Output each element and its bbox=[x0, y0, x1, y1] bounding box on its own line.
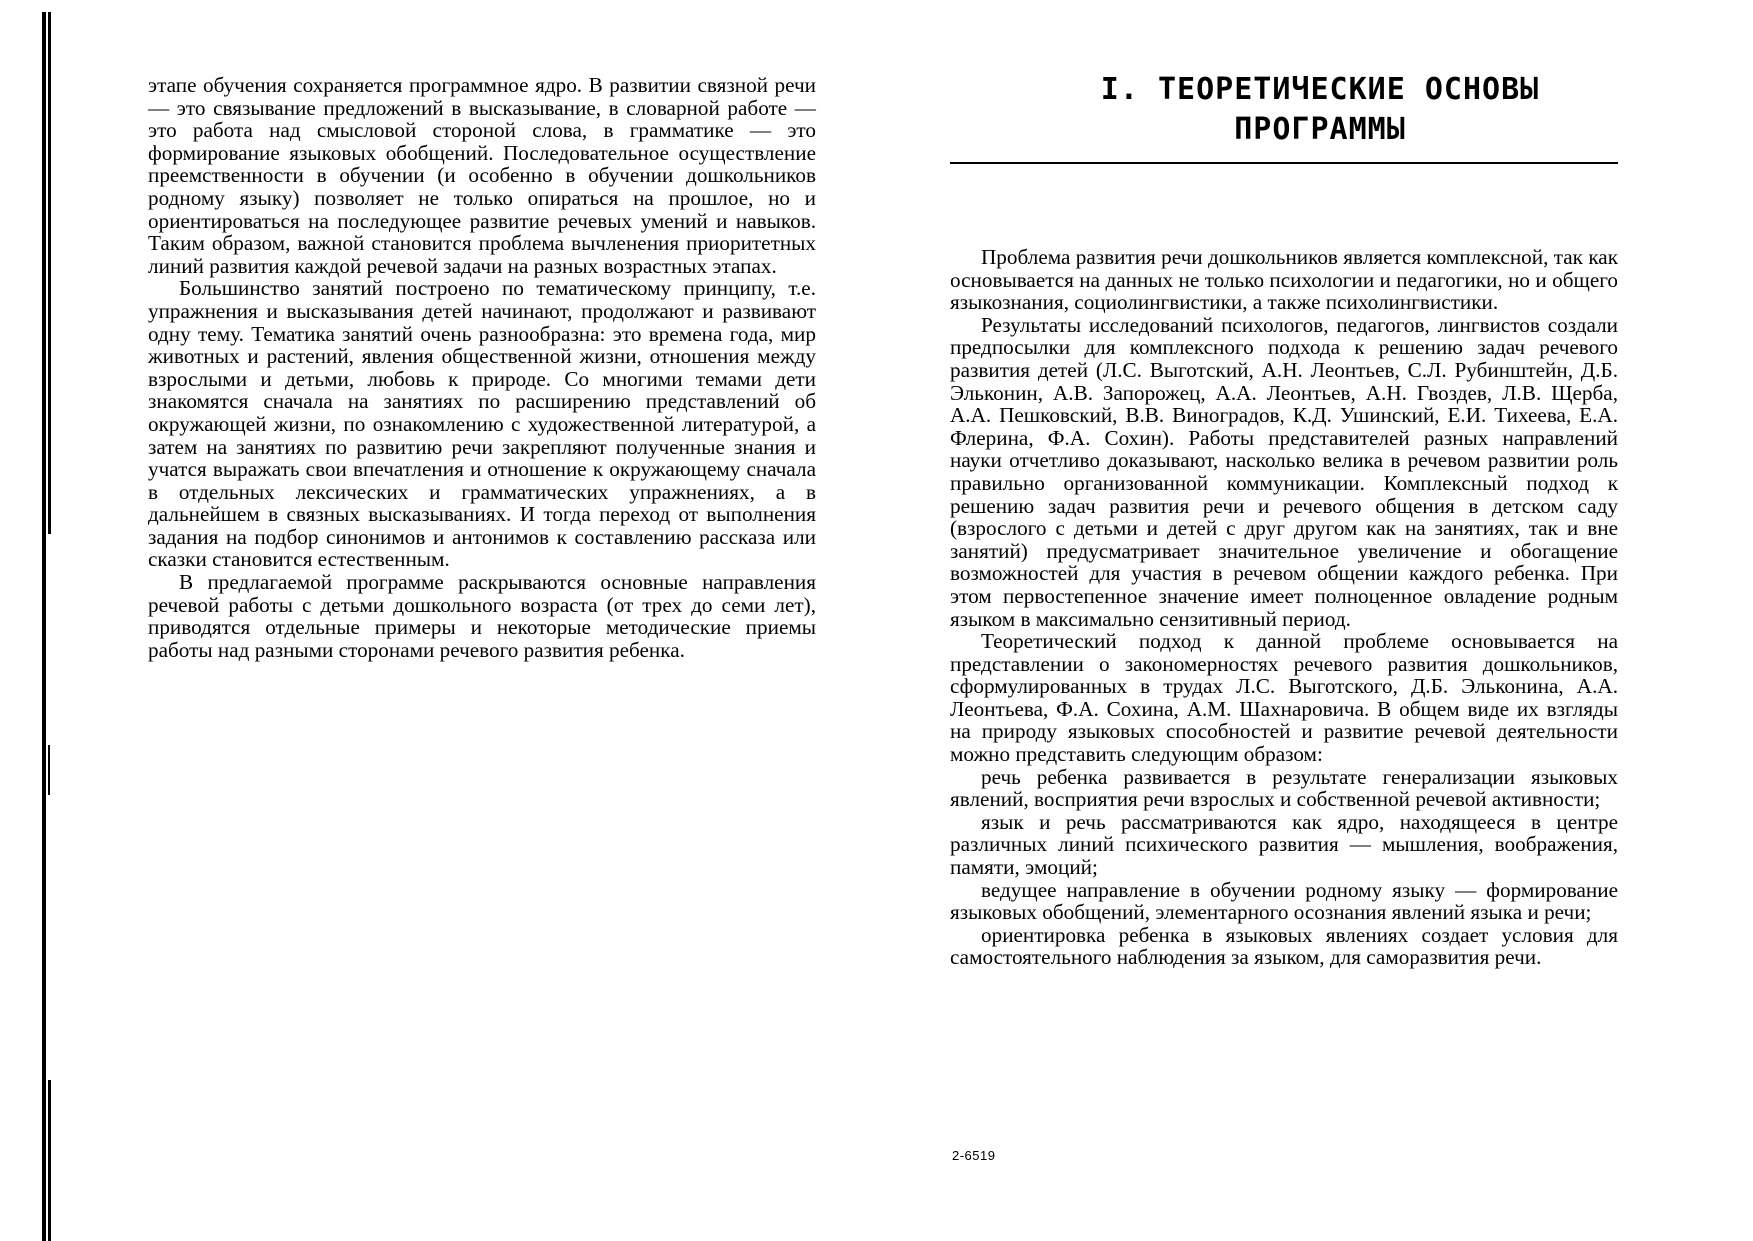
left-paragraph-3: В предлагаемой программе раскрываются основные направления речевой работы с детьми дошкольного возраста (от трех до семи лет), приводятся отдельные примеры и некоторые методические приемы работы над разными сторонами речевого развития ребенка. bbox=[148, 570, 816, 662]
binding-edge-bar-lower bbox=[48, 1080, 51, 1241]
right-paragraph-2: Результаты исследований психологов, педагогов, лингвистов создали предпосылки для комплексного подхода к решению задач речевого развития детей (Л.С. Выготский, А.Н. Леонтьев, С.Л. Рубинштейн, Д.Б. Эльконин, А.В. Запорожец, А.А. Леонтьев, А.Н. Гвоздев, Л.В. Щерба, А.А. Пешковский, В.В. Виноградов, К.Д. Ушинский, Е.И. Тихеева, Е.А. Флерина, Ф.А. Сохин). Работы представителей разных направлений науки отчетливо доказывают, насколько велика в речевом развитии роль правильно организованной коммуникации. Комплексный подход к решению задач развития речи и речевого общения в детском саду (взрослого с детьми и детей с друг другом как на занятиях, так и вне занятий) предусматривает значительное увеличение и обогащение возможностей для участия в речевом общении каждого ребенка. При этом первостепенное значение имеет полноценное овладение родным языком в максимально сензитивный период. bbox=[950, 312, 1618, 631]
right-paragraph-1: Проблема развития речи дошкольников является комплексной, так как основывается на данных не только психологии и педагогики, но и общего языкознания, социолингвистики, а также психолингвистики. bbox=[950, 245, 1618, 315]
right-paragraph-3: Теоретический подход к данной проблеме основывается на представлении о закономерностях речевого развития дошкольников, сформулированных в трудах Л.С. Выготского, Д.Б. Эльконина, А.А. Леонтьева, Ф.А. Сохина, А.М. Шахнаровича. В общем виде их взгляды на природу языковых способностей и развитие речевой деятельности можно представить следующим образом: bbox=[950, 629, 1618, 767]
right-list-item-4: ориентировка ребенка в языковых явлениях создает условия для самостоятельного наблюдения за языком, для саморазвития речи. bbox=[950, 922, 1618, 970]
left-paragraph-2: Большинство занятий построено по тематическому принципу, т.е. упражнения и высказывания детей начинают, продолжают и развивают одну тему. Тематика занятий очень разнообразна: это времена года, мир животных и растений, явления общественной жизни, отношения между взрослыми и детьми, любовь к природе. Со многими темами дети знакомятся сначала на занятиях по расширению представлений об окружающей жизни, по ознакомлению с художественной литературой, а затем на занятиях по развитию речи закрепляют полученные знания и учатся выражать свои впечатления и отношение к окружающему сначала в отдельных лексических и грамматических упражнениях, а в дальнейшем в связных высказываниях. И тогда переход от выполнения задания на подбор синонимов и антонимов к составлению рассказа или сказки становится естественным. bbox=[148, 276, 816, 572]
right-list-item-3: ведущее направление в обучении родному языку — формирование языковых обобщений, элементарного осознания явлений языка и речи; bbox=[950, 877, 1618, 925]
right-list-item-2: язык и речь рассматриваются как ядро, находящееся в центре различных линий психического развития — мышления, воображения, памяти, эмоций; bbox=[950, 809, 1618, 880]
printer-signature-mark: 2-6519 bbox=[952, 1148, 996, 1163]
left-page bbox=[148, 74, 816, 661]
binding-edge-mark-middle bbox=[48, 745, 50, 795]
binding-edge-bar-outer bbox=[42, 12, 46, 1241]
chapter-title-line-2: ПРОГРАММЫ bbox=[1234, 112, 1406, 147]
chapter-title bbox=[1040, 70, 1600, 150]
right-list-item-1: речь ребенка развивается в результате генерализации языковых явлений, восприятия речи взрослых и собственной речевой активности; bbox=[950, 764, 1618, 812]
left-paragraph-1: этапе обучения сохраняется программное ядро. В развитии связной речи — это связывание предложений в высказывание, в словарной работе — это работа над смысловой стороной слова, в грамматике — это формирование языковых обобщений. Последовательное осуществление преемственности в обучении (и особенно в обучении дошкольников родному языку) позволяет не только опираться на прошлое, но и ориентироваться на последующее развитие речевых умений и навыков. Таким образом, важной становится проблема вычленения приоритетных линий развития каждой речевой задачи на разных возрастных этапах. bbox=[148, 73, 816, 278]
right-page-body bbox=[950, 246, 1618, 969]
chapter-title-rule bbox=[950, 162, 1618, 164]
chapter-title-line-1: I. ТЕОРЕТИЧЕСКИЕ ОСНОВЫ bbox=[1100, 72, 1540, 107]
binding-edge-bar-inner bbox=[48, 12, 51, 534]
right-page bbox=[950, 70, 1618, 969]
